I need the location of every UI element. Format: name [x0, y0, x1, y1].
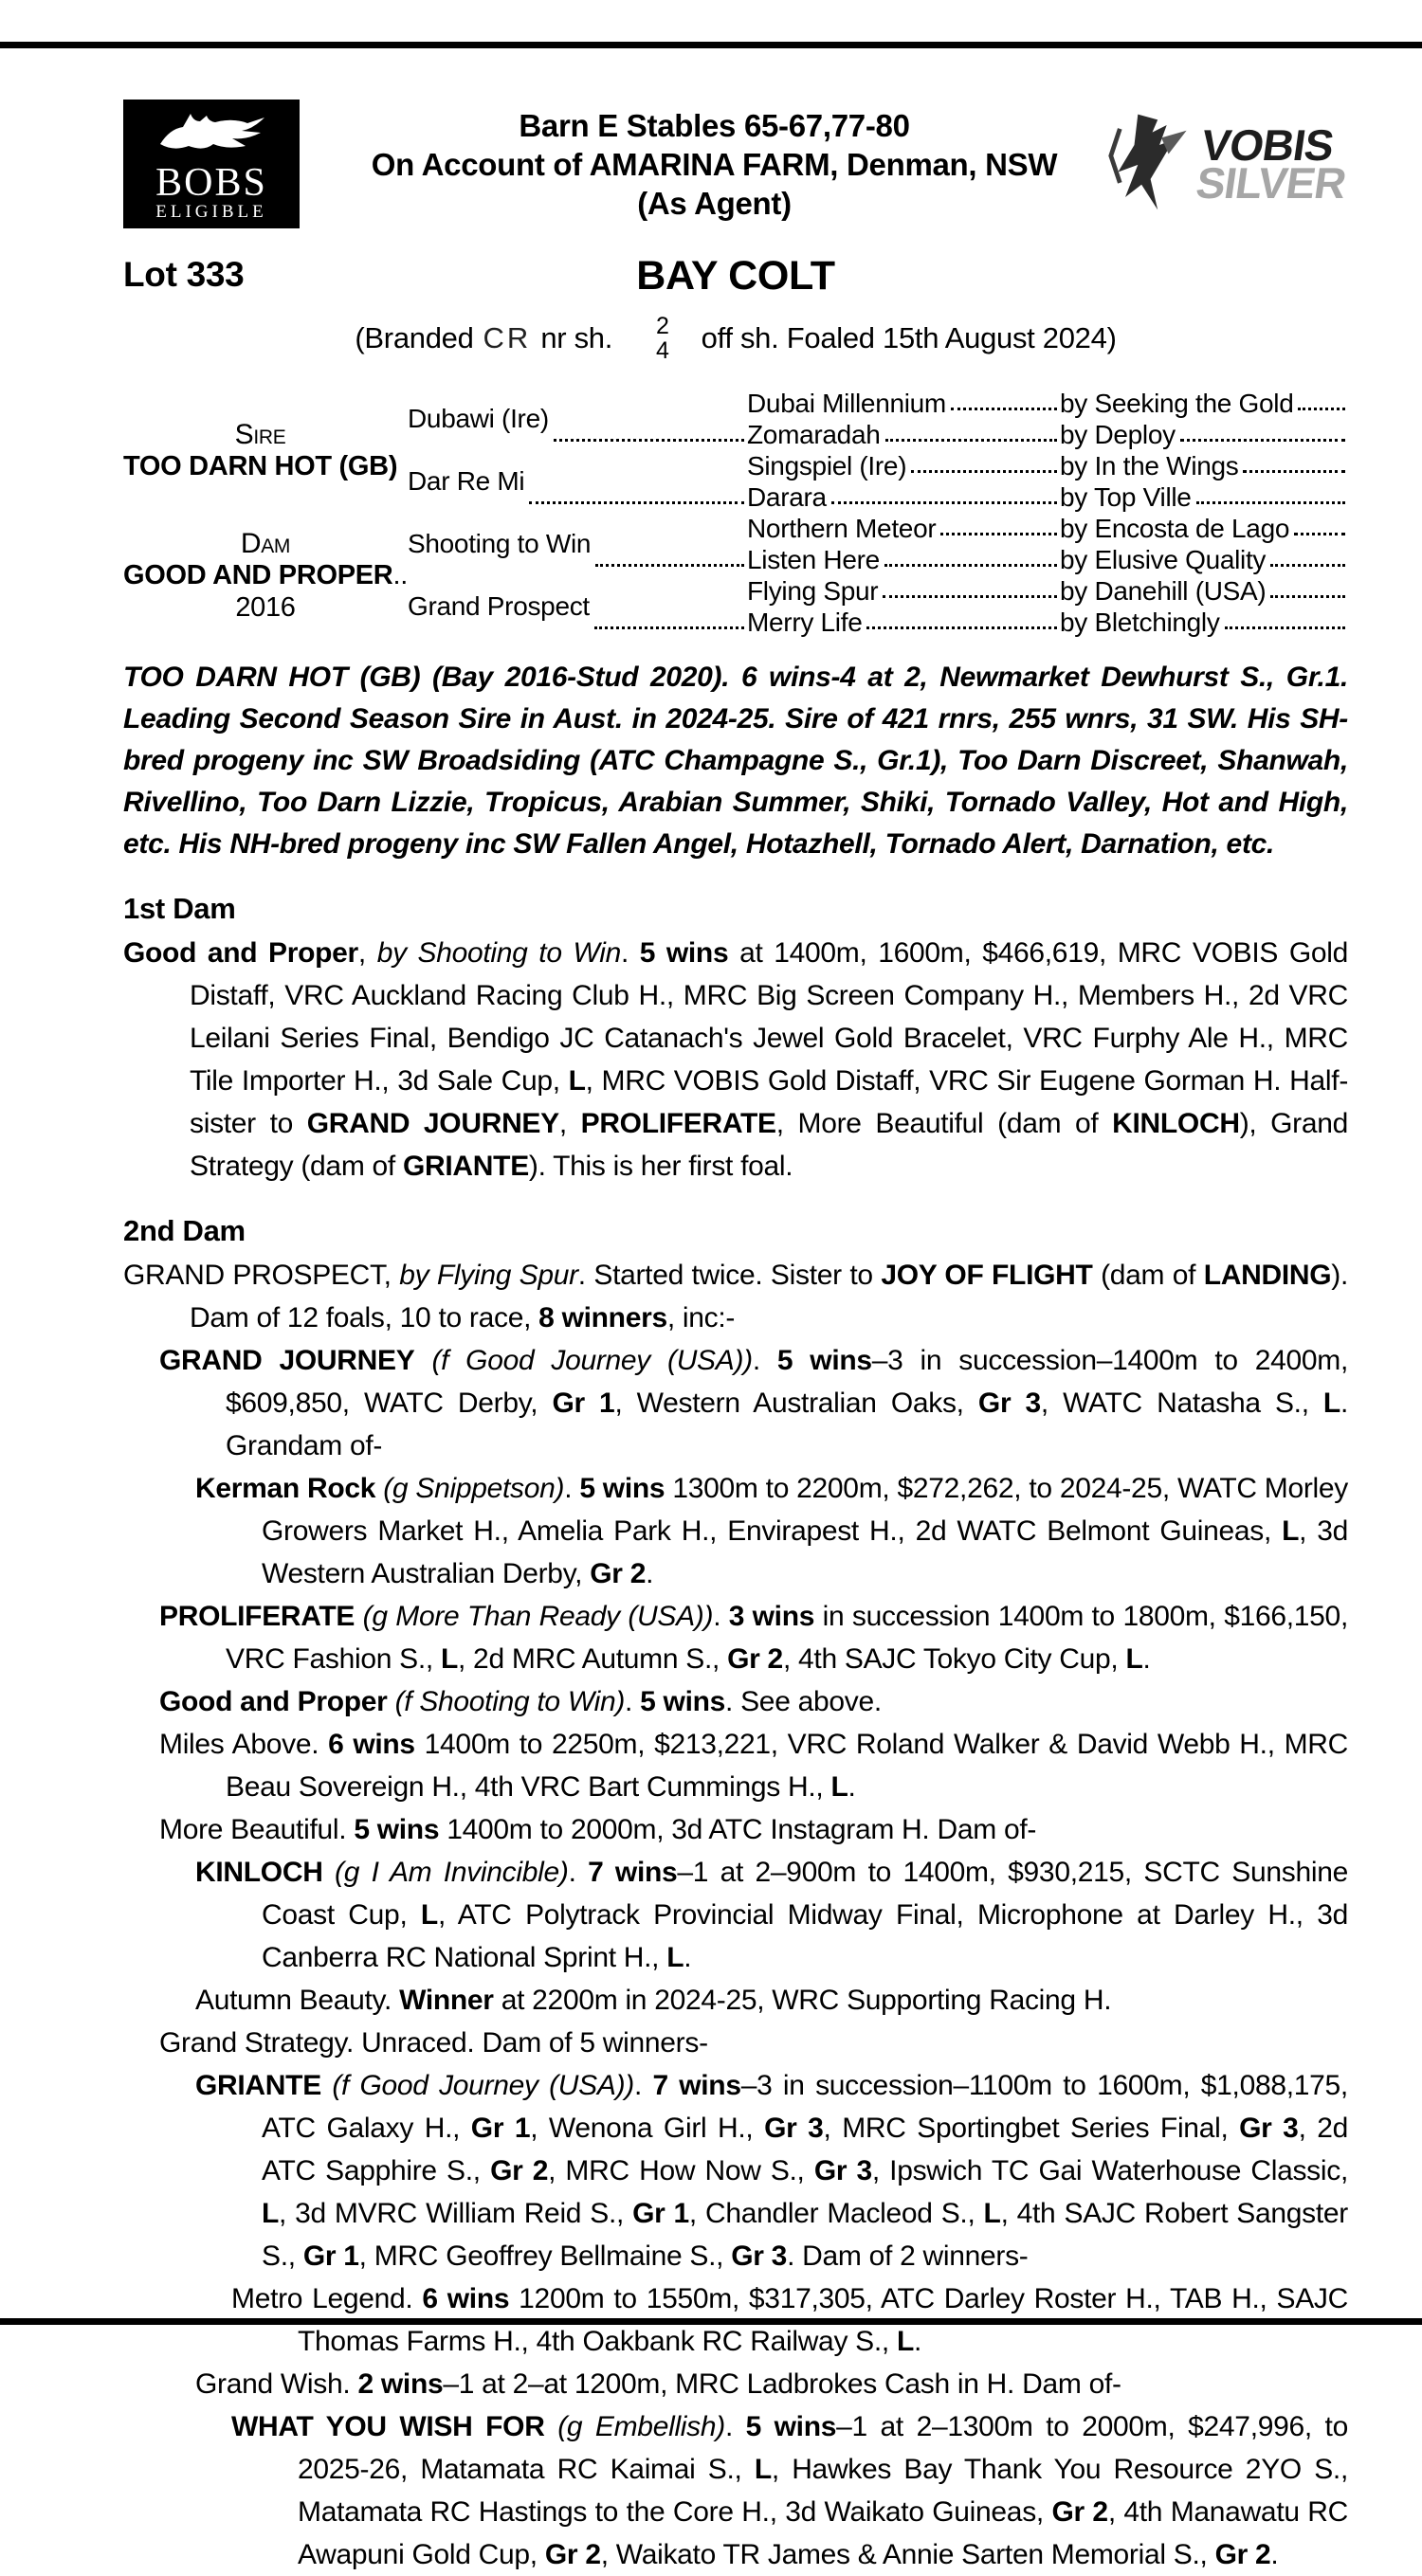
pedigree-grandparent: Zomaradah [747, 419, 1060, 450]
brand-number-fraction [656, 314, 669, 363]
dot-leader [594, 626, 744, 629]
dot-leader [1196, 501, 1345, 504]
sire-block [123, 388, 408, 513]
pedigree-parent: Grand Prospect [408, 575, 747, 638]
pedigree-paragraph: GRIANTE (f Good Journey (USA)). 7 wins–3 in succession–1100m to 1600m, $1,088,175, ATC Galaxy H., Gr 1, Wenona Girl H., Gr 3, MRC Sportingbet Series Final, Gr 3, 2d ATC Sapphire S., Gr 2, MRC How Now S., Gr 3, Ipswich TC Gai Waterhouse Classic, L, 3d MVRC William Reid S., Gr 1, Chandler Macleod S., L, 4th SAJC Robert Sangster S., Gr 1, MRC Geoffrey Bellmaine S., Gr 3. Dam of 2 winners- [195, 2070, 1349, 2272]
brand-number-top: 2 [656, 313, 669, 339]
bobs-eligible-text: ELIGIBLE [155, 201, 267, 222]
brand-near-shoulder: nr sh. [540, 321, 613, 354]
vobis-word: VOBIS [1198, 120, 1337, 170]
second-dam-heading: 2nd Dam [123, 1214, 246, 1247]
dot-leader [1180, 439, 1345, 442]
dot-leader [831, 501, 1057, 504]
second-dam-paragraphs [123, 1254, 1348, 2576]
dot-leader [1243, 470, 1345, 473]
pedigree-parent: Dar Re Mi [408, 450, 747, 513]
pedigree-grandparent: Flying Spur [747, 575, 1060, 607]
pedigree-paragraph: Metro Legend. 6 wins 1200m to 1550m, $317,305, ATC Darley Roster H., TAB H., SAJC Thomas Farms H., 4th Oakbank RC Railway S., L. [231, 2283, 1348, 2357]
pedigree-paragraph: WHAT YOU WISH FOR (g Embellish). 5 wins–1 at 2–1300m to 2000m, $247,996, to 2025-26, Matamata RC Kaimai S., L, Hawkes Bay Thank You Resource 2YO S., Matamata RC Hastings to the Core H., 3d Waikato Guineas, Gr 2, 4th Manawatu RC Awapuni Gold Cup, Gr 2, Waikato TR James & Annie Sarten Memorial S., Gr 2. [231, 2411, 1348, 2570]
pedigree-by-sire: by Encosta de Lago [1060, 513, 1348, 544]
brand-line [123, 314, 1348, 363]
pedigree-by-sire: by Seeking the Gold [1060, 388, 1348, 419]
pedigree-paragraph: Good and Proper, by Shooting to Win. 5 wins at 1400m, 1600m, $466,619, MRC VOBIS Gold Distaff, VRC Auckland Racing Club H., MRC Big Screen Company H., Members H., 2d VRC Leilani Series Final, Bendigo JC Catanach's Jewel Gold Bracelet, VRC Furphy Ale H., MRC Tile Importer H., 3d Sale Cup, L, MRC VOBIS Gold Distaff, VRC Sir Eugene Gorman H. Half-sister to GRAND JOURNEY, PROLIFERATE, More Beautiful (dam of KINLOCH), Grand Strategy (dam of GRIANTE). This is her first foal. [123, 937, 1349, 1182]
horse-jockey-icon [1107, 100, 1197, 228]
pedigree-paragraph: Grand Strategy. Unraced. Dam of 5 winners- [159, 2027, 708, 2059]
pedigree-paragraph: Grand Wish. 2 wins–1 at 2–at 1200m, MRC Ladbrokes Cash in H. Dam of- [195, 2368, 1121, 2400]
first-dam-heading: 1st Dam [123, 892, 236, 925]
pedigree-by-sire: by Top Ville [1060, 481, 1348, 513]
pedigree-parent: Dubawi (Ire) [408, 388, 747, 450]
vobis-silver-logo [1116, 100, 1348, 228]
page-header [123, 100, 1348, 228]
agent-line: (As Agent) [637, 185, 792, 221]
dot-leader [1225, 626, 1345, 629]
sire-summary-paragraph: TOO DARN HOT (GB) (Bay 2016-Stud 2020). 6 wins-4 at 2, Newmarket Dewhurst S., Gr.1. Leading Second Season Sire in Aust. in 2024-25. Sire of 421 rnrs, 255 wnrs, 31 SW. His SH-bred progeny inc SW Broadsiding (ATC Champagne S., Gr.1), Too Darn Discreet, Shanwah, Rivellino, Too Darn Lizzie, Tropicus, Arabian Summer, Shiki, Tornado Valley, Hot and High, etc. His NH-bred progeny inc SW Fallen Angel, Hotazhell, Tornado Alert, Darnation, etc. [123, 662, 1348, 860]
first-dam-section [123, 892, 1348, 1188]
barn-line: Barn E Stables 65-67,77-80 [519, 107, 910, 143]
dam-foaling-year: 2016 [235, 591, 296, 623]
dot-leader [940, 533, 1057, 535]
pedigree-grandparent: Singspiel (Ire) [747, 450, 1060, 481]
pedigree-by-sire: by In the Wings [1060, 450, 1348, 481]
pedigree-by-sire: by Elusive Quality [1060, 544, 1348, 575]
pedigree-by-sire: by Bletchingly [1060, 607, 1348, 638]
silver-word: SILVER [1193, 158, 1349, 208]
pedigree-paragraph: Autumn Beauty. Winner at 2200m in 2024-25, WRC Supporting Racing H. [195, 1985, 1112, 2016]
lot-title-row [123, 253, 1348, 300]
pedigree-paragraph: KINLOCH (g I Am Invincible). 7 wins–1 at 2–900m to 1400m, $930,215, SCTC Sunshine Coast Cup, L, ATC Polytrack Provincial Midway Final, Microphone at Darley H., 3d Canberra RC National Sprint H., L. [195, 1857, 1348, 1973]
horse-title: BAY COLT [636, 253, 835, 299]
pedigree-parent: Shooting to Win [408, 513, 747, 575]
pedigree-paragraph: Miles Above. 6 wins 1400m to 2250m, $213,221, VRC Roland Walker & David Webb H., MRC Beau Sovereign H., 4th VRC Bart Cummings H., L. [159, 1729, 1348, 1803]
bobs-logo-text: BOBS [155, 160, 267, 205]
pedigree-grandparent: Listen Here [747, 544, 1060, 575]
brand-suffix: off sh. Foaled 15th August 2024) [701, 321, 1117, 354]
second-dam-section [123, 1214, 1348, 2576]
dot-leader [1270, 595, 1345, 598]
vobis-logo-text [1193, 120, 1354, 208]
dot-leader [951, 408, 1057, 410]
lot-number: Lot 333 [123, 255, 245, 294]
dot-leader [883, 595, 1057, 598]
pedigree-by-sire: by Deploy [1060, 419, 1348, 450]
pedigree-grandparent: Northern Meteor [747, 513, 1060, 544]
dam-block [123, 513, 408, 638]
account-line: On Account of AMARINA FARM, Denman, NSW [371, 146, 1058, 182]
pedigree-paragraph: PROLIFERATE (g More Than Ready (USA)). 3 wins in succession 1400m to 1800m, $166,150, VRC Fashion S., L, 2d MRC Autumn S., Gr 2, 4th SAJC Tokyo City Cup, L. [159, 1601, 1348, 1675]
dot-leader [1298, 408, 1345, 410]
pedigree-paragraph: Kerman Rock (g Snippetson). 5 wins 1300m to 2200m, $272,262, to 2024-25, WATC Morley Growers Market H., Amelia Park H., Envirapest H., 2d WATC Belmont Guineas, L, 3d Western Australian Derby, Gr 2. [195, 1473, 1349, 1589]
sire-label: Sire [234, 418, 286, 450]
brand-mark: CR [483, 321, 532, 354]
pedigree-paragraph: GRAND PROSPECT, by Flying Spur. Started twice. Sister to JOY OF FLIGHT (dam of LANDING). Dam of 12 foals, 10 to race, 8 winners, inc:- [123, 1260, 1349, 1333]
pedigree-paragraph: GRAND JOURNEY (f Good Journey (USA)). 5 wins–3 in succession–1400m to 2400m, $609,850, WATC Derby, Gr 1, Western Australian Oaks, Gr 3, WATC Natasha S., L. Grandam of- [159, 1345, 1349, 1461]
pedigree-grandparent: Merry Life [747, 607, 1060, 638]
page-top-rule [0, 42, 1422, 48]
dot-leader [1294, 533, 1345, 535]
catalogue-page [123, 100, 1348, 2576]
dot-leader [529, 501, 744, 504]
dot-leader [1270, 564, 1345, 567]
dot-leader [911, 470, 1057, 473]
sire-name: TOO DARN HOT (GB) [123, 450, 398, 481]
brand-number-bottom: 4 [656, 337, 669, 364]
brand-prefix: (Branded [355, 321, 474, 354]
first-dam-paragraphs [123, 932, 1348, 1188]
dot-leader [866, 626, 1057, 629]
dot-leader [554, 439, 744, 442]
pedigree-grandparent: Dubai Millennium [747, 388, 1060, 419]
pedigree-grandparent: Darara [747, 481, 1060, 513]
dot-leader [595, 564, 744, 567]
horse-head-icon [145, 110, 278, 164]
pedigree-by-sire: by Danehill (USA) [1060, 575, 1348, 607]
dam-name: GOOD AND PROPER.. [123, 559, 408, 590]
pedigree-paragraph: Good and Proper (f Shooting to Win). 5 wins. See above. [159, 1686, 882, 1717]
dam-label: Dam [240, 527, 291, 559]
dot-leader [884, 564, 1057, 567]
dot-leader [885, 439, 1058, 442]
pedigree-table [123, 388, 1348, 638]
bobs-eligible-logo [123, 100, 300, 228]
dam-name-dots: .. [392, 559, 408, 590]
consignor-block [326, 106, 1103, 223]
pedigree-paragraph: More Beautiful. 5 wins 1400m to 2000m, 3d ATC Instagram H. Dam of- [159, 1814, 1037, 1845]
